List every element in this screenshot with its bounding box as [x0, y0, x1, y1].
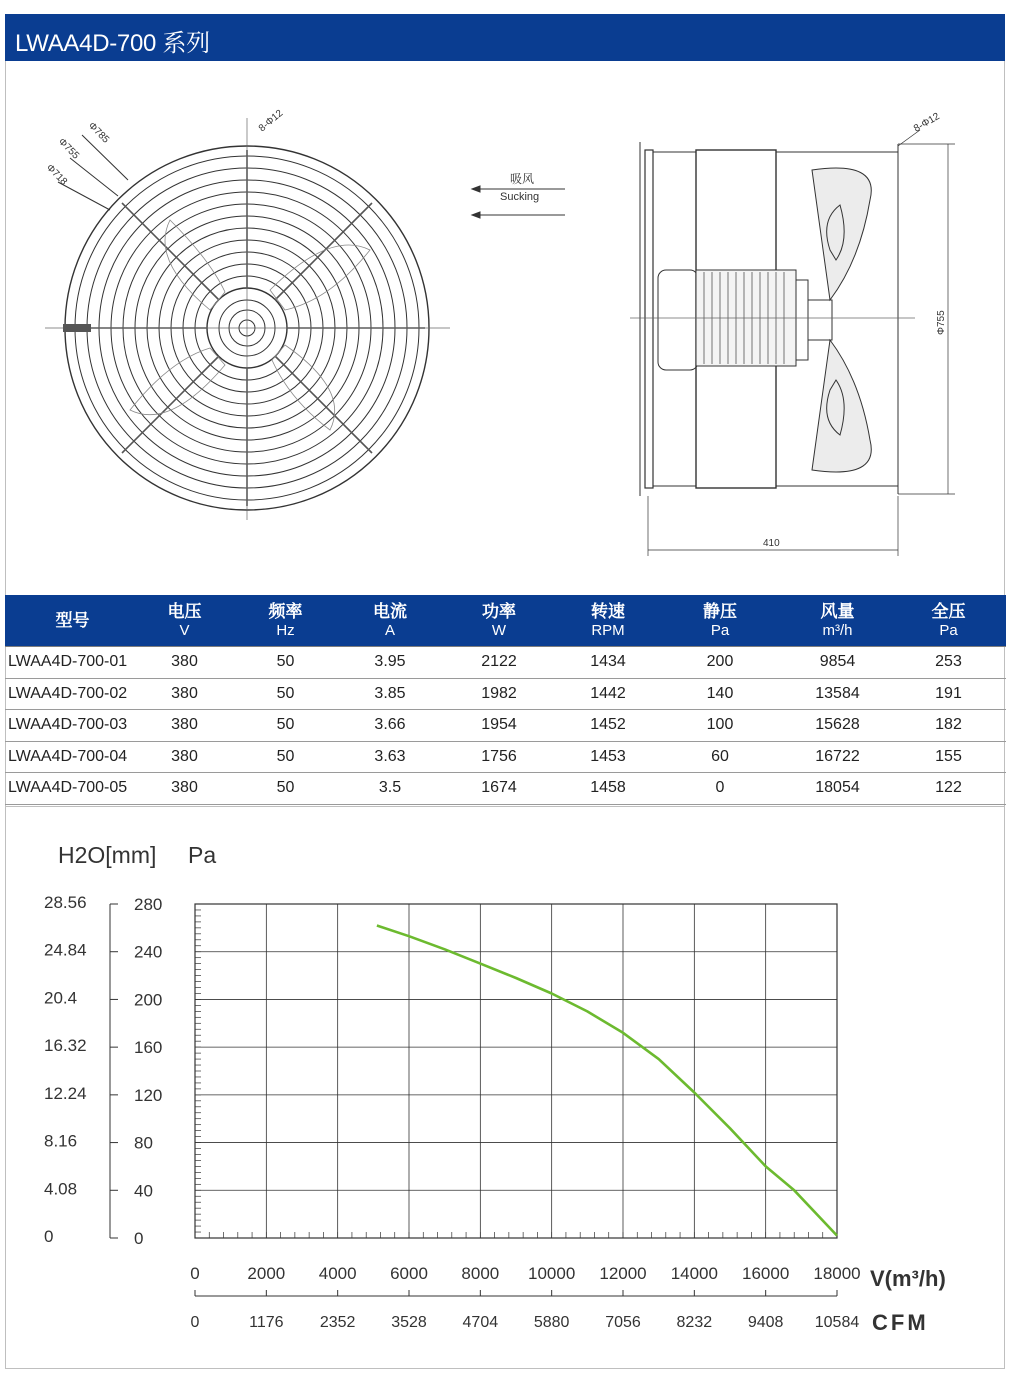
x-tick-label: 8000 [461, 1264, 500, 1283]
cell: 1982 [438, 678, 560, 710]
cell: 50 [229, 678, 342, 710]
cell: 380 [140, 678, 229, 710]
cell: 380 [140, 647, 229, 679]
technical-drawing [0, 64, 1010, 594]
cell: 16722 [784, 741, 891, 773]
cell: 3.5 [342, 773, 438, 805]
ylabel-pa: Pa [188, 842, 217, 868]
xlabel: V(m³/h) [870, 1266, 946, 1291]
cfm-tick-label: 5880 [533, 1314, 570, 1331]
x-tick-label: 0 [190, 1264, 200, 1283]
xlabel-cfm: CFM [872, 1310, 929, 1335]
cell: 3.85 [342, 678, 438, 710]
cell: 100 [656, 710, 784, 742]
page-title: LWAA4D-700 系列 [15, 30, 210, 57]
cfm-tick-label: 1176 [249, 1314, 284, 1331]
col-voltage: 电压 V [140, 595, 229, 647]
dim-holes-front: 8-Φ12 [256, 107, 286, 135]
cell: LWAA4D-700-01 [5, 647, 140, 679]
cell: 3.63 [342, 741, 438, 773]
cfm-tick-label: 0 [190, 1314, 200, 1331]
cell: 50 [229, 647, 342, 679]
table-header-row [5, 595, 1006, 647]
front-view [45, 118, 450, 520]
cell: 122 [891, 773, 1006, 805]
side-view [630, 130, 955, 556]
grid [195, 904, 837, 1238]
table-row [5, 710, 1006, 742]
cfm-tick-label: 7056 [605, 1314, 641, 1331]
minor-ticks [195, 910, 823, 1238]
cell: 1453 [560, 741, 656, 773]
cell: 200 [656, 647, 784, 679]
pa-tick-label: 240 [134, 942, 163, 962]
mm-tick-label: 24.84 [44, 940, 87, 960]
cell: 50 [229, 773, 342, 805]
cell: 3.95 [342, 647, 438, 679]
cell: 2122 [438, 647, 560, 679]
mm-tick-label: 16.32 [44, 1036, 87, 1056]
cfm-tick-label: 2352 [319, 1314, 356, 1331]
section-divider [5, 806, 1005, 807]
cell: 1756 [438, 741, 560, 773]
cell: 9854 [784, 647, 891, 679]
x-tick-label: 4000 [318, 1264, 357, 1283]
cell: 380 [140, 741, 229, 773]
cell: 1442 [560, 678, 656, 710]
x-tick-label: 10000 [528, 1264, 576, 1283]
ylabel-mm: H2O[mm] [58, 842, 157, 868]
cell: LWAA4D-700-03 [5, 710, 140, 742]
mm-tick-label: 28.56 [44, 893, 87, 912]
cell: 50 [229, 710, 342, 742]
cell: 60 [656, 741, 784, 773]
cell: 50 [229, 741, 342, 773]
cfm-tick-label: 8232 [676, 1314, 713, 1331]
col-current: 电流 A [342, 595, 438, 647]
table-row [5, 647, 1006, 679]
col-speed: 转速 RPM [560, 595, 656, 647]
x-axis [190, 1264, 860, 1283]
col-airflow: 风量 m³/h [784, 595, 891, 647]
cell: 13584 [784, 678, 891, 710]
table-row [5, 773, 1006, 805]
series-group [377, 926, 837, 1236]
x-tick-label: 14000 [670, 1264, 718, 1283]
airflow-en: Sucking [500, 191, 540, 203]
cell: 18054 [784, 773, 891, 805]
pa-tick-label: 0 [134, 1229, 144, 1248]
cfm-tick-label: 4704 [462, 1314, 499, 1331]
cell: 380 [140, 773, 229, 805]
airflow-cn: 吸风 [510, 172, 535, 186]
performance-chart [0, 810, 1010, 1370]
cell: LWAA4D-700-04 [5, 741, 140, 773]
mm-tick-label: 0 [44, 1227, 54, 1246]
table-row [5, 741, 1006, 773]
dim-depth-side: 410 [763, 538, 780, 549]
pa-tick-label: 160 [134, 1038, 163, 1058]
x-tick-label: 2000 [247, 1264, 286, 1283]
pa-tick-label: 120 [134, 1085, 163, 1105]
x-tick-label: 12000 [599, 1264, 647, 1283]
dim-holes-side: 8-Φ12 [912, 111, 942, 135]
cell: 380 [140, 710, 229, 742]
pa-tick-label: 40 [134, 1181, 153, 1201]
table-row [5, 678, 1006, 710]
x-tick-label: 6000 [390, 1264, 428, 1283]
x-tick-label: 16000 [742, 1264, 790, 1283]
dim-718: Φ718 [43, 162, 70, 188]
cell: 3.66 [342, 710, 438, 742]
performance-curve [377, 926, 837, 1236]
mm-tick-label: 20.4 [44, 988, 78, 1008]
pa-tick-label: 80 [134, 1133, 153, 1153]
dim-785: Φ785 [85, 120, 112, 146]
cell: LWAA4D-700-05 [5, 773, 140, 805]
col-frequency: 频率 Hz [229, 595, 342, 647]
dim-755: Φ755 [55, 136, 82, 162]
cell: 1674 [438, 773, 560, 805]
pa-tick-label: 200 [134, 990, 163, 1010]
col-model: 型号 [5, 595, 140, 647]
cell: 253 [891, 647, 1006, 679]
mm-tick-label: 12.24 [44, 1083, 87, 1103]
plot-frame [195, 904, 837, 1238]
cell: 1452 [560, 710, 656, 742]
mm-tick-label: 8.16 [44, 1131, 78, 1151]
cfm-tick-label: 3528 [391, 1314, 427, 1331]
col-total-pressure: 全压 Pa [891, 595, 1006, 647]
pa-tick-label: 280 [134, 895, 163, 914]
col-power: 功率 W [438, 595, 560, 647]
cell: 1954 [438, 710, 560, 742]
col-static-pressure: 静压 Pa [656, 595, 784, 647]
mm-tick-label: 4.08 [44, 1179, 78, 1199]
cell: 140 [656, 678, 784, 710]
cell: 0 [656, 773, 784, 805]
cell: 1458 [560, 773, 656, 805]
cell: LWAA4D-700-02 [5, 678, 140, 710]
specs-table [5, 595, 1006, 805]
pa-axis [110, 895, 162, 1248]
cell: 1434 [560, 647, 656, 679]
cfm-tick-label: 9408 [747, 1314, 784, 1331]
cell: 182 [891, 710, 1006, 742]
cfm-tick-label: 10584 [814, 1314, 860, 1331]
cell: 15628 [784, 710, 891, 742]
title-bar [5, 14, 1005, 61]
dim-diameter-side: Φ755 [936, 310, 947, 335]
mm-axis [44, 893, 87, 1246]
cell: 191 [891, 678, 1006, 710]
x-tick-label: 18000 [813, 1264, 861, 1283]
cell: 155 [891, 741, 1006, 773]
